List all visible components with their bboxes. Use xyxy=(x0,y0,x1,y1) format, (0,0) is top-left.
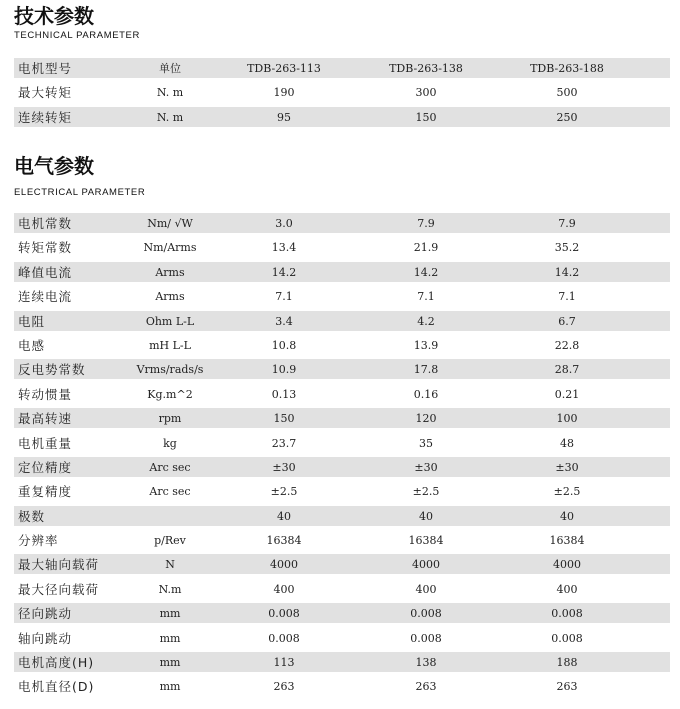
technical-table-row xyxy=(14,82,670,102)
electrical-cell-value-188: 100 xyxy=(556,412,578,426)
electrical-cell-value-188: 16384 xyxy=(549,534,585,548)
technical-cell-value-113: 190 xyxy=(273,86,295,100)
electrical-cell-unit: kg xyxy=(163,436,177,450)
electrical-table-row xyxy=(14,335,670,355)
electrical-cell-value-113: 10.8 xyxy=(271,338,297,352)
technical-subtitle: TECHNICAL PARAMETER xyxy=(14,30,140,41)
technical-table-row xyxy=(14,107,670,127)
electrical-cell-param-name: 转动惯量 xyxy=(18,386,73,402)
electrical-table-row xyxy=(14,311,670,331)
electrical-table-row xyxy=(14,628,670,648)
electrical-cell-value-138: 4000 xyxy=(412,558,440,572)
electrical-cell-value-113: 10.9 xyxy=(271,363,297,377)
electrical-table-row xyxy=(14,359,670,379)
electrical-cell-value-188: 4000 xyxy=(553,558,581,572)
electrical-cell-unit: Ohm L-L xyxy=(145,314,195,328)
electrical-cell-unit: Arms xyxy=(155,290,185,304)
electrical-cell-param-name: 最大径向载荷 xyxy=(18,581,100,597)
electrical-cell-value-138: 0.008 xyxy=(410,631,442,645)
technical-cell-param-name: 电机型号 xyxy=(18,61,73,76)
electrical-cell-value-188: ±2.5 xyxy=(553,485,581,499)
electrical-cell-value-188: 6.7 xyxy=(558,314,576,328)
electrical-cell-value-138: 14.2 xyxy=(413,265,439,279)
electrical-cell-value-138: 7.1 xyxy=(417,290,435,304)
technical-cell-value-188: 250 xyxy=(556,110,578,124)
technical-cell-param-name: 连续转矩 xyxy=(18,109,73,125)
electrical-cell-value-113: 3.0 xyxy=(275,217,293,230)
electrical-cell-value-138: 120 xyxy=(415,412,437,426)
electrical-cell-value-138: ±2.5 xyxy=(412,485,440,499)
electrical-cell-value-188: 35.2 xyxy=(554,241,580,255)
electrical-cell-value-188: 0.008 xyxy=(551,631,583,645)
technical-cell-value-188: 500 xyxy=(556,86,578,100)
electrical-cell-value-138: 400 xyxy=(415,582,437,596)
electrical-cell-param-name: 定位精度 xyxy=(18,459,73,475)
electrical-cell-value-138: 35 xyxy=(419,436,433,450)
electrical-cell-value-113: 14.2 xyxy=(271,265,297,279)
electrical-cell-param-name: 最大轴向载荷 xyxy=(18,557,100,573)
electrical-table-row xyxy=(14,506,670,526)
electrical-cell-unit: mm xyxy=(159,680,181,694)
electrical-table-row xyxy=(14,481,670,501)
electrical-cell-value-138: 40 xyxy=(419,509,433,523)
electrical-table-row xyxy=(14,554,670,574)
electrical-cell-unit xyxy=(122,506,218,526)
technical-table-row xyxy=(14,58,670,78)
technical-cell-unit: N. m xyxy=(156,86,184,100)
electrical-cell-value-138: 16384 xyxy=(408,534,444,548)
electrical-cell-value-188: 0.21 xyxy=(554,387,580,401)
electrical-table-row xyxy=(14,433,670,453)
electrical-table-row xyxy=(14,652,670,672)
electrical-cell-param-name: 最高转速 xyxy=(18,411,73,427)
electrical-cell-unit: mm xyxy=(159,631,181,645)
electrical-table-row xyxy=(14,237,670,257)
electrical-cell-param-name: 轴向跳动 xyxy=(18,630,73,646)
electrical-cell-param-name: 极数 xyxy=(18,508,46,524)
electrical-cell-value-188: ±30 xyxy=(555,460,579,474)
technical-cell-value-113: TDB-263-113 xyxy=(247,62,321,75)
electrical-cell-value-188: 400 xyxy=(556,582,578,596)
electrical-cell-param-name: 电机常数 xyxy=(18,216,73,231)
electrical-cell-value-188: 48 xyxy=(560,436,574,450)
electrical-cell-value-113: 4000 xyxy=(270,558,298,572)
electrical-table-row xyxy=(14,676,670,696)
electrical-table-row xyxy=(14,384,670,404)
electrical-cell-value-138: 138 xyxy=(415,656,437,670)
electrical-cell-value-113: 0.008 xyxy=(268,631,300,645)
electrical-cell-value-138: 21.9 xyxy=(413,241,439,255)
technical-table xyxy=(14,58,670,131)
electrical-cell-unit: Nm/Arms xyxy=(143,241,197,255)
electrical-table-row xyxy=(14,262,670,282)
electrical-cell-value-113: 0.13 xyxy=(271,387,297,401)
electrical-table xyxy=(14,213,670,701)
electrical-cell-value-138: 17.8 xyxy=(413,363,439,377)
technical-cell-value-138: 150 xyxy=(415,110,437,124)
electrical-table-row xyxy=(14,213,670,233)
technical-cell-unit: N. m xyxy=(156,110,184,124)
electrical-subtitle: ELECTRICAL PARAMETER xyxy=(14,187,146,198)
electrical-table-row xyxy=(14,457,670,477)
technical-cell-value-113: 95 xyxy=(277,110,291,124)
electrical-cell-param-name: 电机直径(D) xyxy=(18,679,95,695)
electrical-cell-unit: mm xyxy=(159,607,181,621)
electrical-cell-value-113: 263 xyxy=(273,680,295,694)
technical-cell-param-name: 最大转矩 xyxy=(18,85,73,101)
electrical-cell-param-name: 重复精度 xyxy=(18,484,73,500)
electrical-cell-value-138: 13.9 xyxy=(413,338,439,352)
electrical-cell-unit: N xyxy=(165,558,175,572)
electrical-cell-value-113: ±2.5 xyxy=(270,485,298,499)
electrical-table-row xyxy=(14,603,670,623)
electrical-cell-value-188: 22.8 xyxy=(554,338,580,352)
technical-cell-value-188: TDB-263-188 xyxy=(530,62,604,75)
electrical-cell-value-188: 263 xyxy=(556,680,578,694)
electrical-cell-value-188: 40 xyxy=(560,509,574,523)
electrical-cell-param-name: 转矩常数 xyxy=(18,240,73,256)
electrical-cell-value-138: 4.2 xyxy=(417,314,435,328)
electrical-cell-value-188: 14.2 xyxy=(554,265,580,279)
electrical-cell-unit: Arms xyxy=(155,265,185,279)
electrical-cell-unit: Kg.m^2 xyxy=(147,387,193,401)
technical-cell-value-138: 300 xyxy=(415,86,437,100)
electrical-cell-unit: Nm/ √W xyxy=(147,217,193,230)
electrical-table-row xyxy=(14,530,670,550)
electrical-cell-param-name: 径向跳动 xyxy=(18,606,73,622)
electrical-cell-unit: p/Rev xyxy=(154,534,186,548)
electrical-cell-param-name: 电阻 xyxy=(18,313,46,329)
electrical-cell-unit: Vrms/rads/s xyxy=(136,363,204,377)
electrical-cell-value-113: 40 xyxy=(277,509,291,523)
electrical-cell-param-name: 反电势常数 xyxy=(18,362,86,378)
electrical-cell-value-138: 263 xyxy=(415,680,437,694)
electrical-title: 电气参数 xyxy=(14,154,94,178)
technical-cell-value-138: TDB-263-138 xyxy=(389,62,463,75)
electrical-cell-value-113: 113 xyxy=(273,656,295,670)
electrical-cell-unit: Arc sec xyxy=(149,485,191,499)
electrical-cell-unit: N.m xyxy=(158,582,182,596)
electrical-cell-value-138: 7.9 xyxy=(417,217,435,230)
electrical-cell-value-113: 7.1 xyxy=(275,290,293,304)
electrical-cell-value-113: 13.4 xyxy=(271,241,297,255)
electrical-cell-value-113: 23.7 xyxy=(271,436,297,450)
electrical-cell-value-188: 7.1 xyxy=(558,290,576,304)
electrical-cell-param-name: 分辨率 xyxy=(18,533,59,549)
electrical-cell-unit: mm xyxy=(159,656,181,670)
electrical-cell-value-188: 28.7 xyxy=(554,363,580,377)
electrical-table-row xyxy=(14,286,670,306)
electrical-cell-value-113: 400 xyxy=(273,582,295,596)
electrical-table-row xyxy=(14,579,670,599)
electrical-cell-value-188: 188 xyxy=(556,656,578,670)
electrical-cell-unit: rpm xyxy=(158,412,182,426)
electrical-cell-param-name: 连续电流 xyxy=(18,289,73,305)
electrical-cell-value-138: 0.16 xyxy=(413,387,439,401)
electrical-cell-value-113: ±30 xyxy=(272,460,296,474)
electrical-cell-value-113: 3.4 xyxy=(275,314,293,328)
electrical-cell-value-138: 0.008 xyxy=(410,607,442,621)
electrical-cell-value-113: 16384 xyxy=(266,534,302,548)
technical-title: 技术参数 xyxy=(14,4,94,28)
electrical-cell-value-188: 0.008 xyxy=(551,607,583,621)
electrical-cell-unit: Arc sec xyxy=(149,460,191,474)
electrical-cell-value-188: 7.9 xyxy=(558,217,576,230)
electrical-cell-value-113: 0.008 xyxy=(268,607,300,621)
technical-cell-unit: 单位 xyxy=(159,62,181,75)
electrical-cell-param-name: 电机重量 xyxy=(18,435,73,451)
electrical-cell-unit: mH L-L xyxy=(149,338,191,352)
electrical-cell-param-name: 峰值电流 xyxy=(18,264,73,280)
electrical-cell-value-113: 150 xyxy=(273,412,295,426)
electrical-cell-value-138: ±30 xyxy=(414,460,438,474)
electrical-cell-param-name: 电机高度(H) xyxy=(18,655,95,671)
electrical-table-row xyxy=(14,408,670,428)
electrical-cell-param-name: 电感 xyxy=(18,337,46,353)
